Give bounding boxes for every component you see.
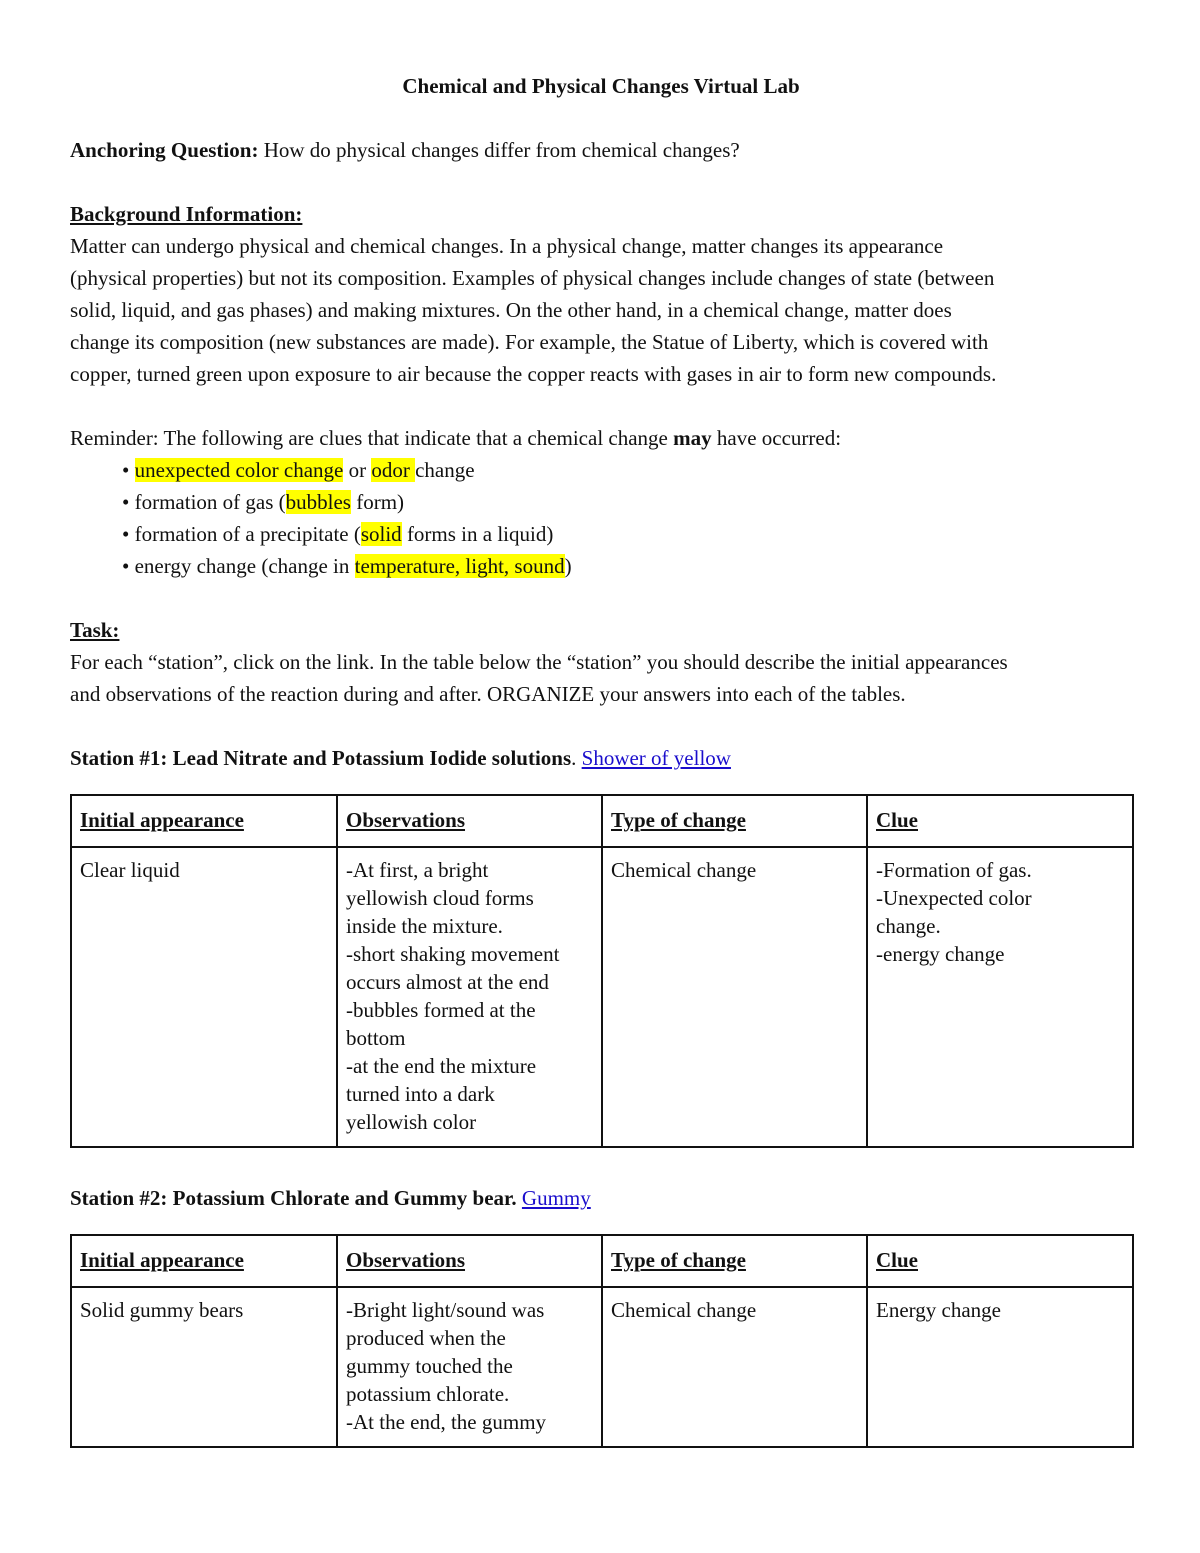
cell-line: Energy change	[876, 1298, 1001, 1322]
table-row	[71, 1287, 1133, 1447]
header-cell	[71, 1235, 337, 1287]
station2-link[interactable]: Gummy	[521, 1186, 591, 1210]
task-line: For each “station”, click on the link. In the table below the “station” you should describe the initial appearances	[70, 650, 1008, 674]
header-cell	[602, 1235, 867, 1287]
header-observations: Observations	[346, 1248, 466, 1272]
cell-line: bottom	[346, 1026, 406, 1050]
header-cell	[71, 795, 337, 847]
cell-text: Clear liquid	[80, 858, 180, 882]
cell-line: yellowish color	[346, 1110, 477, 1134]
cell-type-of-change	[602, 847, 867, 1147]
cell-observations	[337, 847, 602, 1147]
cell-clue	[867, 1287, 1133, 1447]
background-line: (physical properties) but not its composition. Examples of physical changes include changes of state (between	[70, 266, 995, 290]
cell-initial-appearance	[71, 847, 337, 1147]
cell-text: Solid gummy bears	[80, 1298, 244, 1322]
header-cell	[337, 795, 602, 847]
highlight-color-change: unexpected color change	[134, 458, 344, 482]
task-line: and observations of the reaction during and after. ORGANIZE your answers into each of the tables.	[70, 682, 906, 706]
reminder-intro-bold: may	[673, 426, 712, 450]
table-header-row	[71, 1235, 1133, 1287]
clue-item-gas	[122, 486, 1132, 518]
clue-list	[70, 454, 1132, 582]
document-title: Chemical and Physical Changes Virtual Lab	[402, 74, 800, 98]
cell-initial-appearance	[71, 1287, 337, 1447]
header-cell	[867, 1235, 1133, 1287]
station2-heading: Station #2: Potassium Chlorate and Gummy bear.	[70, 1186, 517, 1210]
anchoring-question	[70, 134, 1132, 166]
clue-text: energy change (change in	[134, 554, 355, 578]
cell-line: -At the end, the gummy	[346, 1410, 547, 1434]
clue-text: formation of gas (	[134, 490, 286, 514]
clue-text: change	[415, 458, 475, 482]
clue-text: )	[564, 554, 572, 578]
cell-line: produced when the	[346, 1326, 506, 1350]
background-line: Matter can undergo physical and chemical changes. In a physical change, matter changes its appearance	[70, 234, 944, 258]
station1-link[interactable]: Shower of yellow	[581, 746, 731, 770]
header-clue: Clue	[876, 1248, 918, 1272]
task-heading: Task:	[70, 618, 120, 642]
cell-line: inside the mixture.	[346, 914, 503, 938]
background-line: change its composition (new substances are made). For example, the Statue of Liberty, which is covered with	[70, 330, 989, 354]
background-paragraph	[70, 230, 1132, 390]
station1-table	[70, 794, 1134, 1148]
reminder-intro-end: have occurred:	[711, 426, 842, 450]
reminder-intro-start: Reminder: The following are clues that indicate that a chemical change	[70, 426, 674, 450]
background-line: copper, turned green upon exposure to air because the copper reacts with gases in air to form new compounds.	[70, 362, 997, 386]
anchoring-text: How do physical changes differ from chemical changes?	[263, 138, 740, 162]
header-observations: Observations	[346, 808, 466, 832]
highlight-bubbles: bubbles	[285, 490, 351, 514]
cell-line: -At first, a bright	[346, 858, 489, 882]
cell-line: -bubbles formed at the	[346, 998, 536, 1022]
cell-line: turned into a dark	[346, 1082, 495, 1106]
background-heading: Background Information:	[70, 202, 303, 226]
cell-line: -Formation of gas.	[876, 858, 1032, 882]
station1-heading: Station #1: Lead Nitrate and Potassium Iodide solutions	[70, 746, 572, 770]
header-clue: Clue	[876, 808, 918, 832]
background-line: solid, liquid, and gas phases) and making mixtures. On the other hand, in a chemical change, matter does	[70, 298, 952, 322]
clue-text: form)	[350, 490, 405, 514]
cell-line: -energy change	[876, 942, 1005, 966]
cell-line: -Bright light/sound was	[346, 1298, 545, 1322]
header-type-of-change: Type of change	[611, 808, 746, 832]
highlight-odor: odor	[371, 458, 416, 482]
cell-line: -at the end the mixture	[346, 1054, 537, 1078]
table-header-row	[71, 795, 1133, 847]
cell-observations	[337, 1287, 602, 1447]
table-row	[71, 847, 1133, 1147]
reminder-intro	[70, 422, 1132, 454]
cell-line: -short shaking movement	[346, 942, 560, 966]
cell-line: occurs almost at the end	[346, 970, 549, 994]
cell-line: yellowish cloud forms	[346, 886, 534, 910]
cell-line: gummy touched the	[346, 1354, 513, 1378]
header-type-of-change: Type of change	[611, 1248, 746, 1272]
header-cell	[867, 795, 1133, 847]
cell-line: potassium chlorate.	[346, 1382, 510, 1406]
station2-table	[70, 1234, 1134, 1448]
clue-text: or	[343, 458, 372, 482]
anchoring-label: Anchoring Question:	[70, 138, 259, 162]
clue-item-precipitate	[122, 518, 1132, 550]
cell-clue	[867, 847, 1133, 1147]
clue-text: formation of a precipitate (	[134, 522, 361, 546]
cell-line: change.	[876, 914, 941, 938]
clue-text: forms in a liquid)	[401, 522, 554, 546]
clue-item-color	[122, 454, 1132, 486]
header-initial-appearance: Initial appearance	[80, 1248, 244, 1272]
clue-item-energy	[122, 550, 1132, 582]
station1-title	[70, 742, 1132, 774]
highlight-energy: temperature, light, sound	[354, 554, 565, 578]
cell-text: Chemical change	[611, 858, 757, 882]
header-cell	[337, 1235, 602, 1287]
header-initial-appearance: Initial appearance	[80, 808, 244, 832]
cell-type-of-change	[602, 1287, 867, 1447]
header-cell	[602, 795, 867, 847]
cell-text: Chemical change	[611, 1298, 757, 1322]
station2-title	[70, 1182, 1132, 1214]
highlight-solid: solid	[360, 522, 402, 546]
cell-line: -Unexpected color	[876, 886, 1032, 910]
document-page	[70, 0, 1132, 1448]
station1-separator: .	[571, 746, 582, 770]
